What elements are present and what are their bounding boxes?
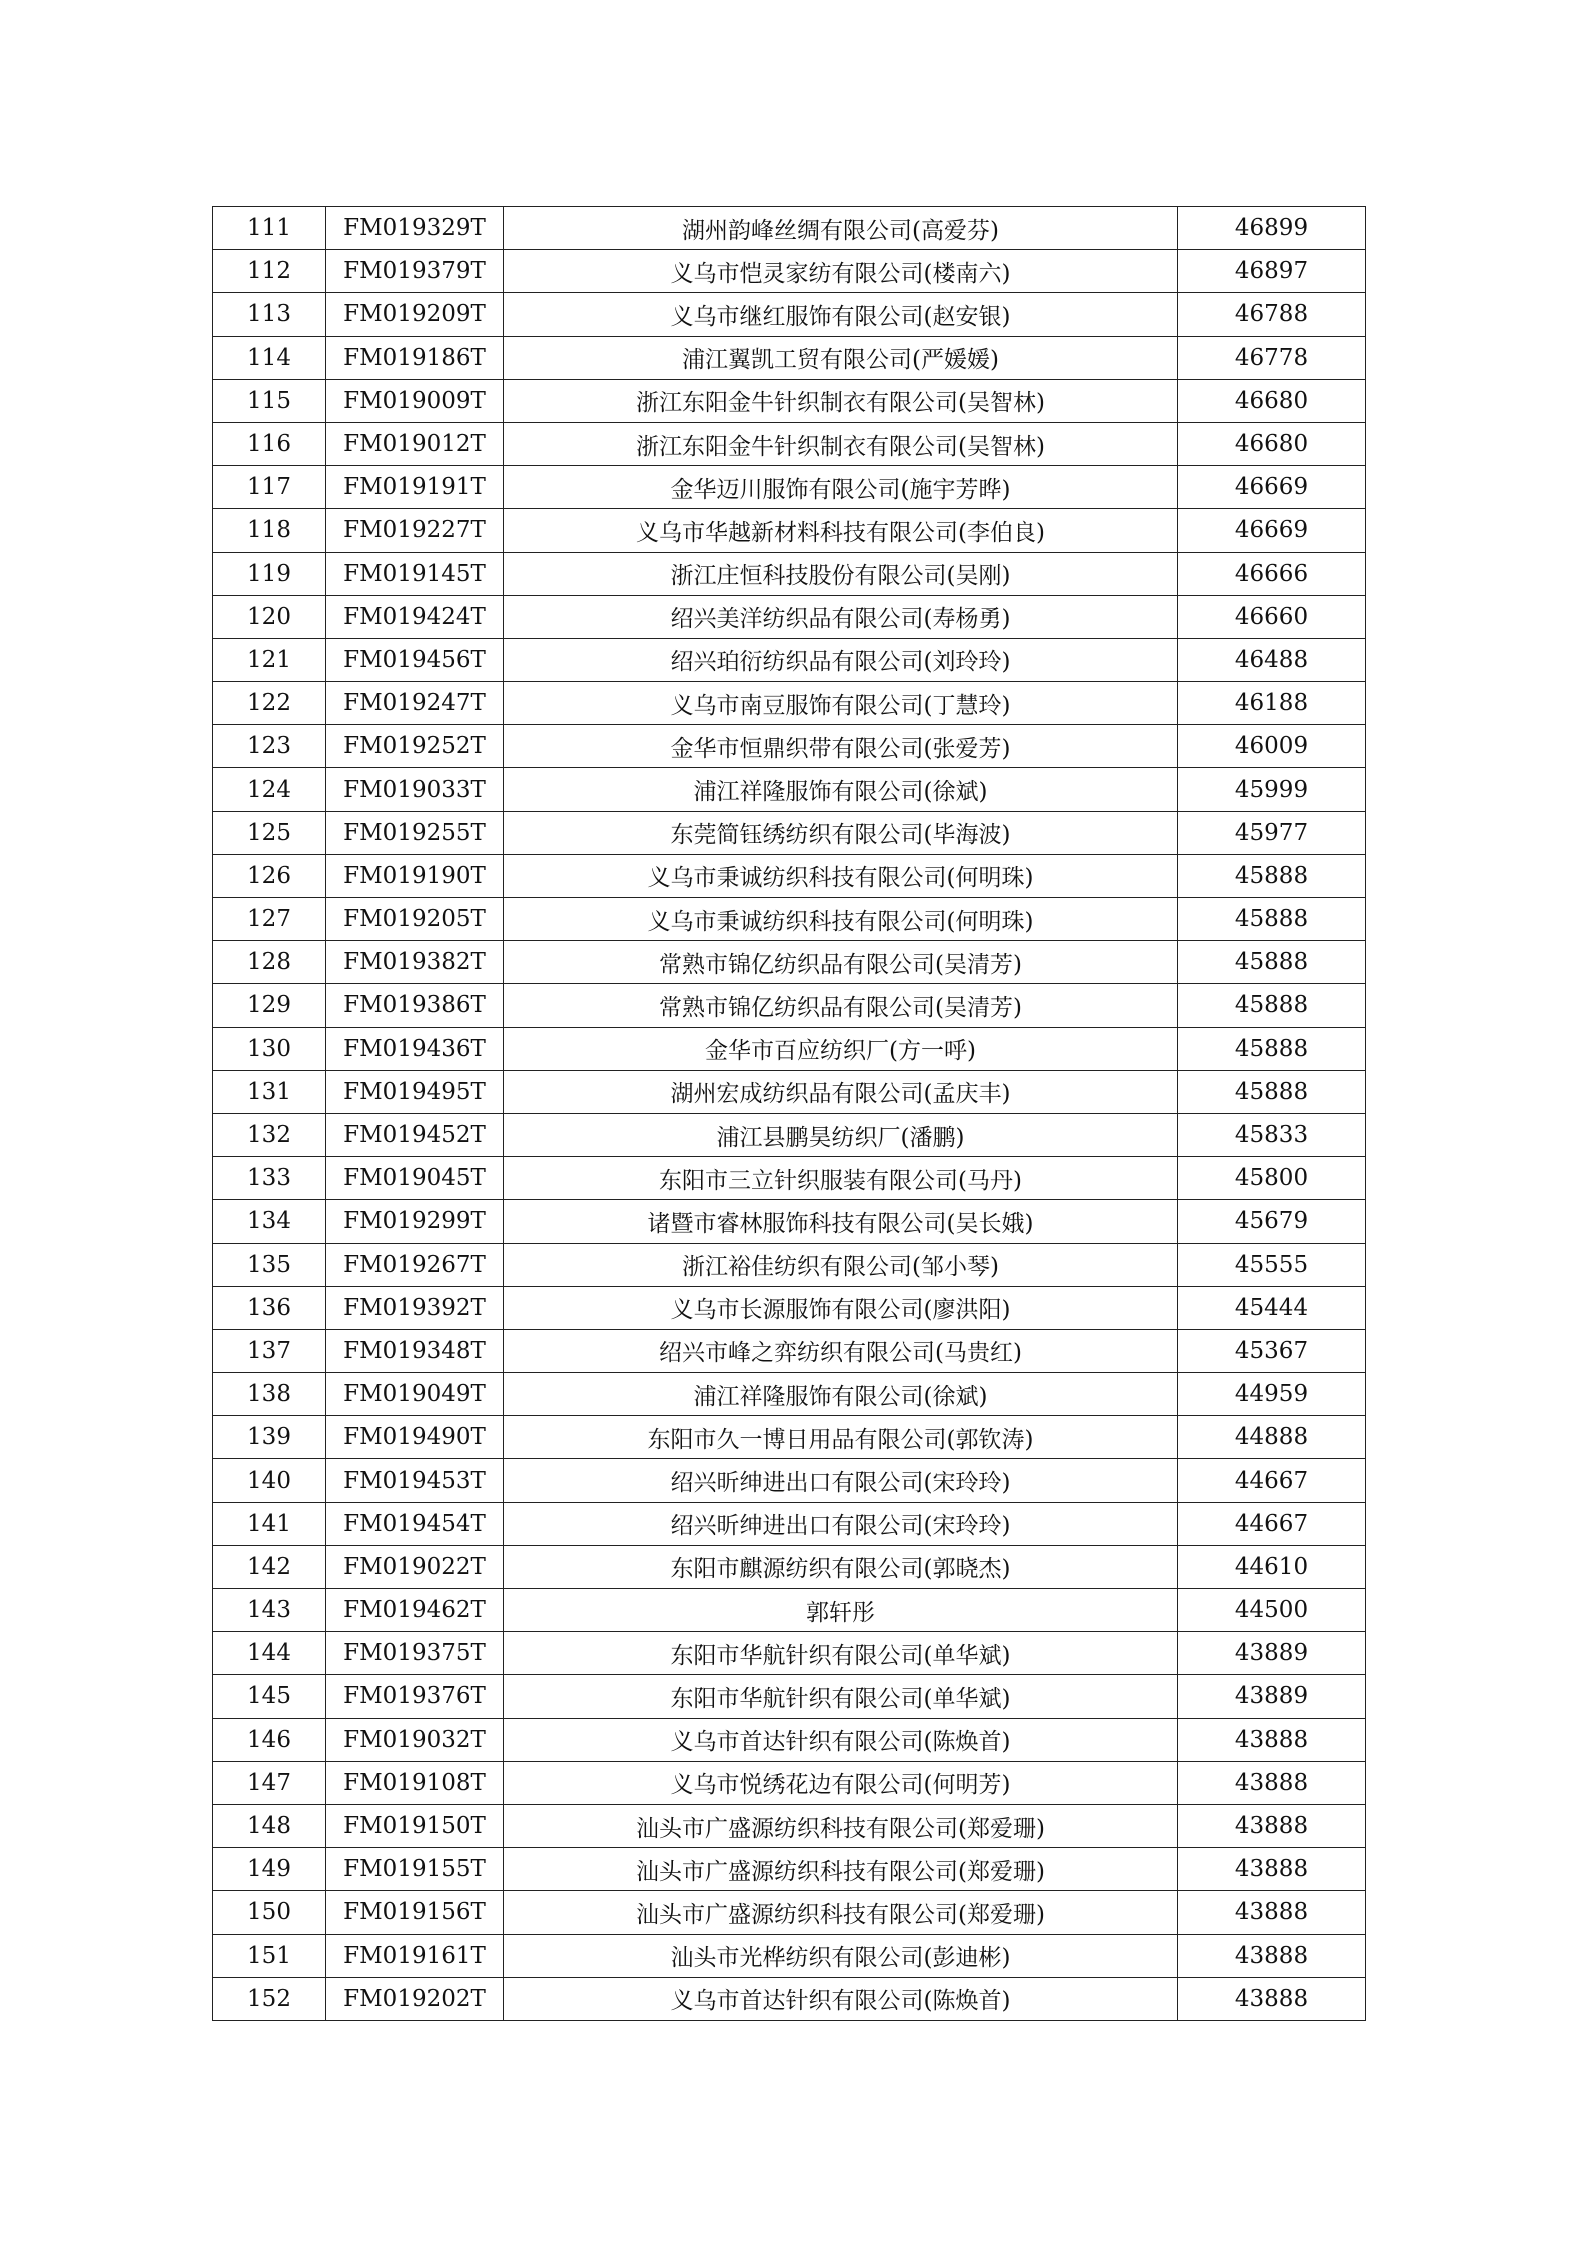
row-index-cell: 144 [213, 1632, 326, 1675]
company-name-cell: 义乌市长源服饰有限公司(廖洪阳) [504, 1286, 1178, 1329]
value-cell: 46680 [1178, 422, 1366, 465]
entry-code-cell: FM019108T [326, 1761, 504, 1804]
row-index-cell: 120 [213, 595, 326, 638]
table-row [213, 898, 1366, 941]
row-index-cell: 148 [213, 1804, 326, 1847]
table-row [213, 1416, 1366, 1459]
entry-code-cell: FM019452T [326, 1113, 504, 1156]
entry-code-cell: FM019186T [326, 336, 504, 379]
table-row [213, 207, 1366, 250]
row-index-cell: 138 [213, 1373, 326, 1416]
company-name-cell: 东阳市三立针织服装有限公司(马丹) [504, 1157, 1178, 1200]
value-cell: 44667 [1178, 1459, 1366, 1502]
value-cell: 44959 [1178, 1373, 1366, 1416]
row-index-cell: 128 [213, 941, 326, 984]
entry-code-cell: FM019209T [326, 293, 504, 336]
entry-code-cell: FM019382T [326, 941, 504, 984]
value-cell: 45999 [1178, 768, 1366, 811]
value-cell: 45888 [1178, 854, 1366, 897]
table-row [213, 1761, 1366, 1804]
company-name-cell: 浦江翼凯工贸有限公司(严媛媛) [504, 336, 1178, 379]
table-row [213, 1286, 1366, 1329]
value-cell: 46660 [1178, 595, 1366, 638]
entry-code-cell: FM019190T [326, 854, 504, 897]
row-index-cell: 114 [213, 336, 326, 379]
row-index-cell: 147 [213, 1761, 326, 1804]
entry-code-cell: FM019012T [326, 422, 504, 465]
company-name-cell: 绍兴珀衍纺织品有限公司(刘玲玲) [504, 638, 1178, 681]
entry-code-cell: FM019033T [326, 768, 504, 811]
company-name-cell: 浙江裕佳纺织有限公司(邹小琴) [504, 1243, 1178, 1286]
value-cell: 44888 [1178, 1416, 1366, 1459]
entry-code-cell: FM019205T [326, 898, 504, 941]
row-index-cell: 118 [213, 509, 326, 552]
value-cell: 46899 [1178, 207, 1366, 250]
company-name-cell: 义乌市悦绣花边有限公司(何明芳) [504, 1761, 1178, 1804]
entry-code-cell: FM019045T [326, 1157, 504, 1200]
company-name-cell: 义乌市南豆服饰有限公司(丁慧玲) [504, 682, 1178, 725]
entry-code-cell: FM019375T [326, 1632, 504, 1675]
table-row [213, 250, 1366, 293]
company-name-cell: 湖州宏成纺织品有限公司(孟庆丰) [504, 1070, 1178, 1113]
entry-code-cell: FM019227T [326, 509, 504, 552]
company-name-cell: 绍兴市峰之弈纺织有限公司(马贵红) [504, 1329, 1178, 1372]
table-row [213, 1545, 1366, 1588]
row-index-cell: 146 [213, 1718, 326, 1761]
entry-code-cell: FM019376T [326, 1675, 504, 1718]
entry-code-cell: FM019247T [326, 682, 504, 725]
table-row [213, 682, 1366, 725]
value-cell: 43888 [1178, 1934, 1366, 1977]
value-cell: 45888 [1178, 1027, 1366, 1070]
company-name-cell: 浙江庄恒科技股份有限公司(吴刚) [504, 552, 1178, 595]
table-row [213, 768, 1366, 811]
company-name-cell: 汕头市光桦纺织有限公司(彭迪彬) [504, 1934, 1178, 1977]
value-cell: 43889 [1178, 1675, 1366, 1718]
company-name-cell: 东阳市华航针织有限公司(单华斌) [504, 1632, 1178, 1675]
table-row [213, 1027, 1366, 1070]
company-name-cell: 浙江东阳金牛针织制衣有限公司(吴智林) [504, 379, 1178, 422]
row-index-cell: 149 [213, 1848, 326, 1891]
table-row [213, 293, 1366, 336]
table-row [213, 1329, 1366, 1372]
entry-code-cell: FM019424T [326, 595, 504, 638]
value-cell: 43888 [1178, 1804, 1366, 1847]
entry-code-cell: FM019191T [326, 466, 504, 509]
value-cell: 45888 [1178, 1070, 1366, 1113]
entry-code-cell: FM019456T [326, 638, 504, 681]
value-cell: 45555 [1178, 1243, 1366, 1286]
row-index-cell: 150 [213, 1891, 326, 1934]
row-index-cell: 137 [213, 1329, 326, 1372]
company-name-cell: 绍兴美洋纺织品有限公司(寿杨勇) [504, 595, 1178, 638]
row-index-cell: 133 [213, 1157, 326, 1200]
row-index-cell: 134 [213, 1200, 326, 1243]
row-index-cell: 121 [213, 638, 326, 681]
row-index-cell: 119 [213, 552, 326, 595]
table-row [213, 1157, 1366, 1200]
value-cell: 45888 [1178, 941, 1366, 984]
company-name-cell: 湖州韵峰丝绸有限公司(高爱芬) [504, 207, 1178, 250]
table-row [213, 725, 1366, 768]
row-index-cell: 131 [213, 1070, 326, 1113]
company-name-cell: 东阳市麒源纺织有限公司(郭晓杰) [504, 1545, 1178, 1588]
row-index-cell: 111 [213, 207, 326, 250]
value-cell: 45367 [1178, 1329, 1366, 1372]
entry-code-cell: FM019255T [326, 811, 504, 854]
value-cell: 46680 [1178, 379, 1366, 422]
company-name-cell: 义乌市继红服饰有限公司(赵安银) [504, 293, 1178, 336]
table-row [213, 509, 1366, 552]
entry-code-cell: FM019252T [326, 725, 504, 768]
row-index-cell: 152 [213, 1977, 326, 2020]
row-index-cell: 115 [213, 379, 326, 422]
row-index-cell: 123 [213, 725, 326, 768]
row-index-cell: 117 [213, 466, 326, 509]
company-name-cell: 东莞简钰绣纺织有限公司(毕海波) [504, 811, 1178, 854]
value-cell: 46009 [1178, 725, 1366, 768]
entry-code-cell: FM019049T [326, 1373, 504, 1416]
row-index-cell: 113 [213, 293, 326, 336]
company-name-cell: 绍兴昕绅进出口有限公司(宋玲玲) [504, 1502, 1178, 1545]
table-row [213, 336, 1366, 379]
table-row [213, 854, 1366, 897]
row-index-cell: 136 [213, 1286, 326, 1329]
value-cell: 43889 [1178, 1632, 1366, 1675]
entry-code-cell: FM019032T [326, 1718, 504, 1761]
row-index-cell: 132 [213, 1113, 326, 1156]
row-index-cell: 126 [213, 854, 326, 897]
table-row [213, 1718, 1366, 1761]
entry-code-cell: FM019009T [326, 379, 504, 422]
table-row [213, 811, 1366, 854]
entry-code-cell: FM019454T [326, 1502, 504, 1545]
entry-code-cell: FM019150T [326, 1804, 504, 1847]
row-index-cell: 139 [213, 1416, 326, 1459]
value-cell: 45800 [1178, 1157, 1366, 1200]
row-index-cell: 145 [213, 1675, 326, 1718]
company-name-cell: 常熟市锦亿纺织品有限公司(吴清芳) [504, 941, 1178, 984]
table-row [213, 466, 1366, 509]
value-cell: 45833 [1178, 1113, 1366, 1156]
table-row [213, 1632, 1366, 1675]
value-cell: 43888 [1178, 1977, 1366, 2020]
table-row [213, 1502, 1366, 1545]
table-row [213, 379, 1366, 422]
table-row [213, 1848, 1366, 1891]
value-cell: 44500 [1178, 1589, 1366, 1632]
row-index-cell: 122 [213, 682, 326, 725]
entry-code-cell: FM019495T [326, 1070, 504, 1113]
row-index-cell: 140 [213, 1459, 326, 1502]
table-row [213, 1070, 1366, 1113]
value-cell: 46669 [1178, 466, 1366, 509]
value-cell: 45444 [1178, 1286, 1366, 1329]
table-row [213, 1373, 1366, 1416]
company-name-cell: 汕头市广盛源纺织科技有限公司(郑爱珊) [504, 1804, 1178, 1847]
value-cell: 45679 [1178, 1200, 1366, 1243]
value-cell: 45977 [1178, 811, 1366, 854]
entry-code-cell: FM019156T [326, 1891, 504, 1934]
value-cell: 46666 [1178, 552, 1366, 595]
entry-code-cell: FM019145T [326, 552, 504, 595]
entry-code-cell: FM019462T [326, 1589, 504, 1632]
table-row [213, 1459, 1366, 1502]
company-name-cell: 浦江祥隆服饰有限公司(徐斌) [504, 768, 1178, 811]
value-cell: 44610 [1178, 1545, 1366, 1588]
company-name-cell: 义乌市首达针织有限公司(陈焕首) [504, 1977, 1178, 2020]
table-row [213, 1675, 1366, 1718]
row-index-cell: 135 [213, 1243, 326, 1286]
value-cell: 46188 [1178, 682, 1366, 725]
entry-code-cell: FM019386T [326, 984, 504, 1027]
company-name-cell: 常熟市锦亿纺织品有限公司(吴清芳) [504, 984, 1178, 1027]
results-table-body [213, 207, 1366, 2021]
table-row [213, 595, 1366, 638]
table-row [213, 1589, 1366, 1632]
value-cell: 46669 [1178, 509, 1366, 552]
company-name-cell: 东阳市华航针织有限公司(单华斌) [504, 1675, 1178, 1718]
value-cell: 43888 [1178, 1891, 1366, 1934]
row-index-cell: 142 [213, 1545, 326, 1588]
company-name-cell: 浦江县鹏昊纺织厂(潘鹏) [504, 1113, 1178, 1156]
table-row [213, 1804, 1366, 1847]
company-name-cell: 金华迈川服饰有限公司(施宇芳晔) [504, 466, 1178, 509]
row-index-cell: 141 [213, 1502, 326, 1545]
entry-code-cell: FM019022T [326, 1545, 504, 1588]
row-index-cell: 116 [213, 422, 326, 465]
company-name-cell: 金华市恒鼎织带有限公司(张爱芳) [504, 725, 1178, 768]
table-row [213, 1243, 1366, 1286]
company-name-cell: 义乌市首达针织有限公司(陈焕首) [504, 1718, 1178, 1761]
value-cell: 43888 [1178, 1718, 1366, 1761]
table-row [213, 422, 1366, 465]
entry-code-cell: FM019299T [326, 1200, 504, 1243]
company-name-cell: 浦江祥隆服饰有限公司(徐斌) [504, 1373, 1178, 1416]
entry-code-cell: FM019202T [326, 1977, 504, 2020]
row-index-cell: 125 [213, 811, 326, 854]
row-index-cell: 143 [213, 1589, 326, 1632]
company-name-cell: 义乌市恺灵家纺有限公司(楼南六) [504, 250, 1178, 293]
entry-code-cell: FM019161T [326, 1934, 504, 1977]
value-cell: 45888 [1178, 984, 1366, 1027]
company-name-cell: 东阳市久一博日用品有限公司(郭钦涛) [504, 1416, 1178, 1459]
company-name-cell: 诸暨市睿林服饰科技有限公司(吴长娥) [504, 1200, 1178, 1243]
row-index-cell: 127 [213, 898, 326, 941]
table-row [213, 1934, 1366, 1977]
entry-code-cell: FM019329T [326, 207, 504, 250]
table-row [213, 941, 1366, 984]
entry-code-cell: FM019436T [326, 1027, 504, 1070]
row-index-cell: 112 [213, 250, 326, 293]
company-name-cell: 浙江东阳金牛针织制衣有限公司(吴智林) [504, 422, 1178, 465]
table-row [213, 638, 1366, 681]
value-cell: 44667 [1178, 1502, 1366, 1545]
table-row [213, 1200, 1366, 1243]
company-name-cell: 金华市百应纺织厂(方一呼) [504, 1027, 1178, 1070]
value-cell: 46897 [1178, 250, 1366, 293]
entry-code-cell: FM019453T [326, 1459, 504, 1502]
row-index-cell: 129 [213, 984, 326, 1027]
row-index-cell: 124 [213, 768, 326, 811]
row-index-cell: 130 [213, 1027, 326, 1070]
entry-code-cell: FM019267T [326, 1243, 504, 1286]
table-row [213, 1977, 1366, 2020]
entry-code-cell: FM019348T [326, 1329, 504, 1372]
company-name-cell: 汕头市广盛源纺织科技有限公司(郑爱珊) [504, 1891, 1178, 1934]
company-name-cell: 郭轩彤 [504, 1589, 1178, 1632]
company-name-cell: 汕头市广盛源纺织科技有限公司(郑爱珊) [504, 1848, 1178, 1891]
value-cell: 46788 [1178, 293, 1366, 336]
row-index-cell: 151 [213, 1934, 326, 1977]
entry-code-cell: FM019490T [326, 1416, 504, 1459]
value-cell: 46488 [1178, 638, 1366, 681]
entry-code-cell: FM019379T [326, 250, 504, 293]
company-name-cell: 义乌市秉诚纺织科技有限公司(何明珠) [504, 854, 1178, 897]
value-cell: 43888 [1178, 1761, 1366, 1804]
table-row [213, 1891, 1366, 1934]
value-cell: 45888 [1178, 898, 1366, 941]
table-row [213, 984, 1366, 1027]
entry-code-cell: FM019392T [326, 1286, 504, 1329]
table-row [213, 552, 1366, 595]
table-row [213, 1113, 1366, 1156]
company-name-cell: 绍兴昕绅进出口有限公司(宋玲玲) [504, 1459, 1178, 1502]
company-name-cell: 义乌市华越新材料科技有限公司(李伯良) [504, 509, 1178, 552]
value-cell: 46778 [1178, 336, 1366, 379]
value-cell: 43888 [1178, 1848, 1366, 1891]
company-name-cell: 义乌市秉诚纺织科技有限公司(何明珠) [504, 898, 1178, 941]
results-table [212, 206, 1366, 2021]
entry-code-cell: FM019155T [326, 1848, 504, 1891]
